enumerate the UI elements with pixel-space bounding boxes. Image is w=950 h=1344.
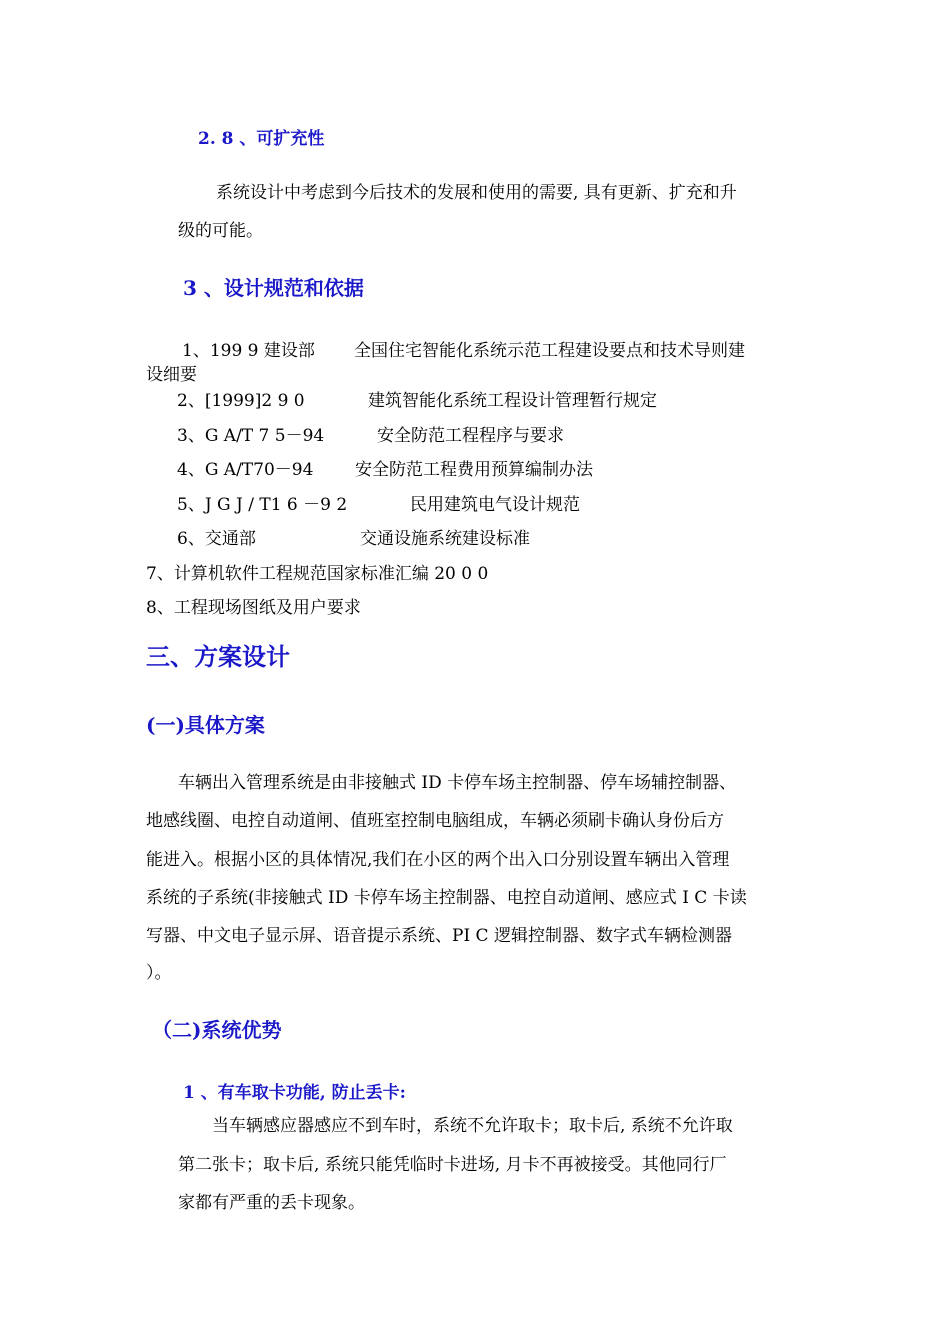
reference-item-2-title: 建筑智能化系统工程设计管理暂行规定 — [368, 391, 657, 411]
reference-item-2-code: 2、[1999]2 9 0 — [177, 391, 305, 411]
subsection-1-paragraph-line-5: 写器、中文电子显示屏、语音提示系统、PI C 逻辑控制器、数字式车辆检测器 — [146, 926, 732, 946]
advantage-1-line-1: 当车辆感应器感应不到车时，系统不允许取卡；取卡后, 系统不允许取 — [212, 1116, 733, 1136]
reference-item-6-title: 交通设施系统建设标准 — [360, 529, 530, 549]
subsection-1-heading: (一)具体方案 — [146, 713, 265, 737]
reference-item-4-title: 安全防范工程费用预算编制办法 — [355, 460, 593, 480]
section-2-8-paragraph-line-1: 系统设计中考虑到今后技术的发展和使用的需要, 具有更新、扩充和升 — [216, 183, 737, 203]
subsection-1-paragraph-line-3: 能进入。根据小区的具体情况,我们在小区的两个出入口分别设置车辆出入管理 — [146, 850, 730, 870]
reference-item-1-title: 全国住宅智能化系统示范工程建设要点和技术导则建 — [354, 341, 745, 361]
subsection-1-paragraph-line-2: 地感线圈、电控自动道闸、值班室控制电脑组成，车辆必须刷卡确认身份后方 — [146, 811, 724, 831]
reference-item-6-code: 6、交通部 — [177, 529, 256, 549]
reference-item-1-code: 1、199 9 建设部 — [182, 341, 315, 361]
advantage-1-line-2: 第二张卡；取卡后, 系统只能凭临时卡进场, 月卡不再被接受。其他同行厂 — [178, 1155, 727, 1175]
section-2-8-heading: 2. 8 、可扩充性 — [198, 129, 325, 149]
reference-item-4-code: 4、G A/T70－94 — [177, 460, 314, 480]
reference-item-3-code: 3、G A/T 7 5－94 — [177, 426, 325, 446]
reference-item-5-code: 5、J G J / T1 6 －9 2 — [177, 495, 348, 515]
subsection-1-paragraph-line-1: 车辆出入管理系统是由非接触式 ID 卡停车场主控制器、停车场辅控制器、 — [178, 773, 737, 793]
chapter-3-heading: 三、方案设计 — [146, 642, 290, 671]
subsection-1-paragraph-line-4: 系统的子系统(非接触式 ID 卡停车场主控制器、电控自动道闸、感应式 I C 卡读 — [146, 888, 747, 908]
subsection-2-heading: （二)系统优势 — [152, 1018, 282, 1042]
reference-item-1-continuation: 设细要 — [146, 365, 197, 385]
reference-item-3-title: 安全防范工程程序与要求 — [377, 426, 564, 446]
section-2-8-paragraph-line-2: 级的可能。 — [178, 221, 263, 241]
advantage-1-heading: 1 、有车取卡功能, 防止丢卡: — [183, 1083, 406, 1103]
section-3-heading: 3 、设计规范和依据 — [183, 276, 364, 300]
advantage-1-line-3: 家都有严重的丢卡现象。 — [178, 1193, 365, 1213]
subsection-1-paragraph-line-6: ）。 — [146, 963, 172, 983]
reference-item-8: 8、工程现场图纸及用户要求 — [146, 598, 361, 618]
reference-item-7: 7、计算机软件工程规范国家标准汇编 20 0 0 — [146, 564, 489, 584]
reference-item-5-title: 民用建筑电气设计规范 — [410, 495, 580, 515]
